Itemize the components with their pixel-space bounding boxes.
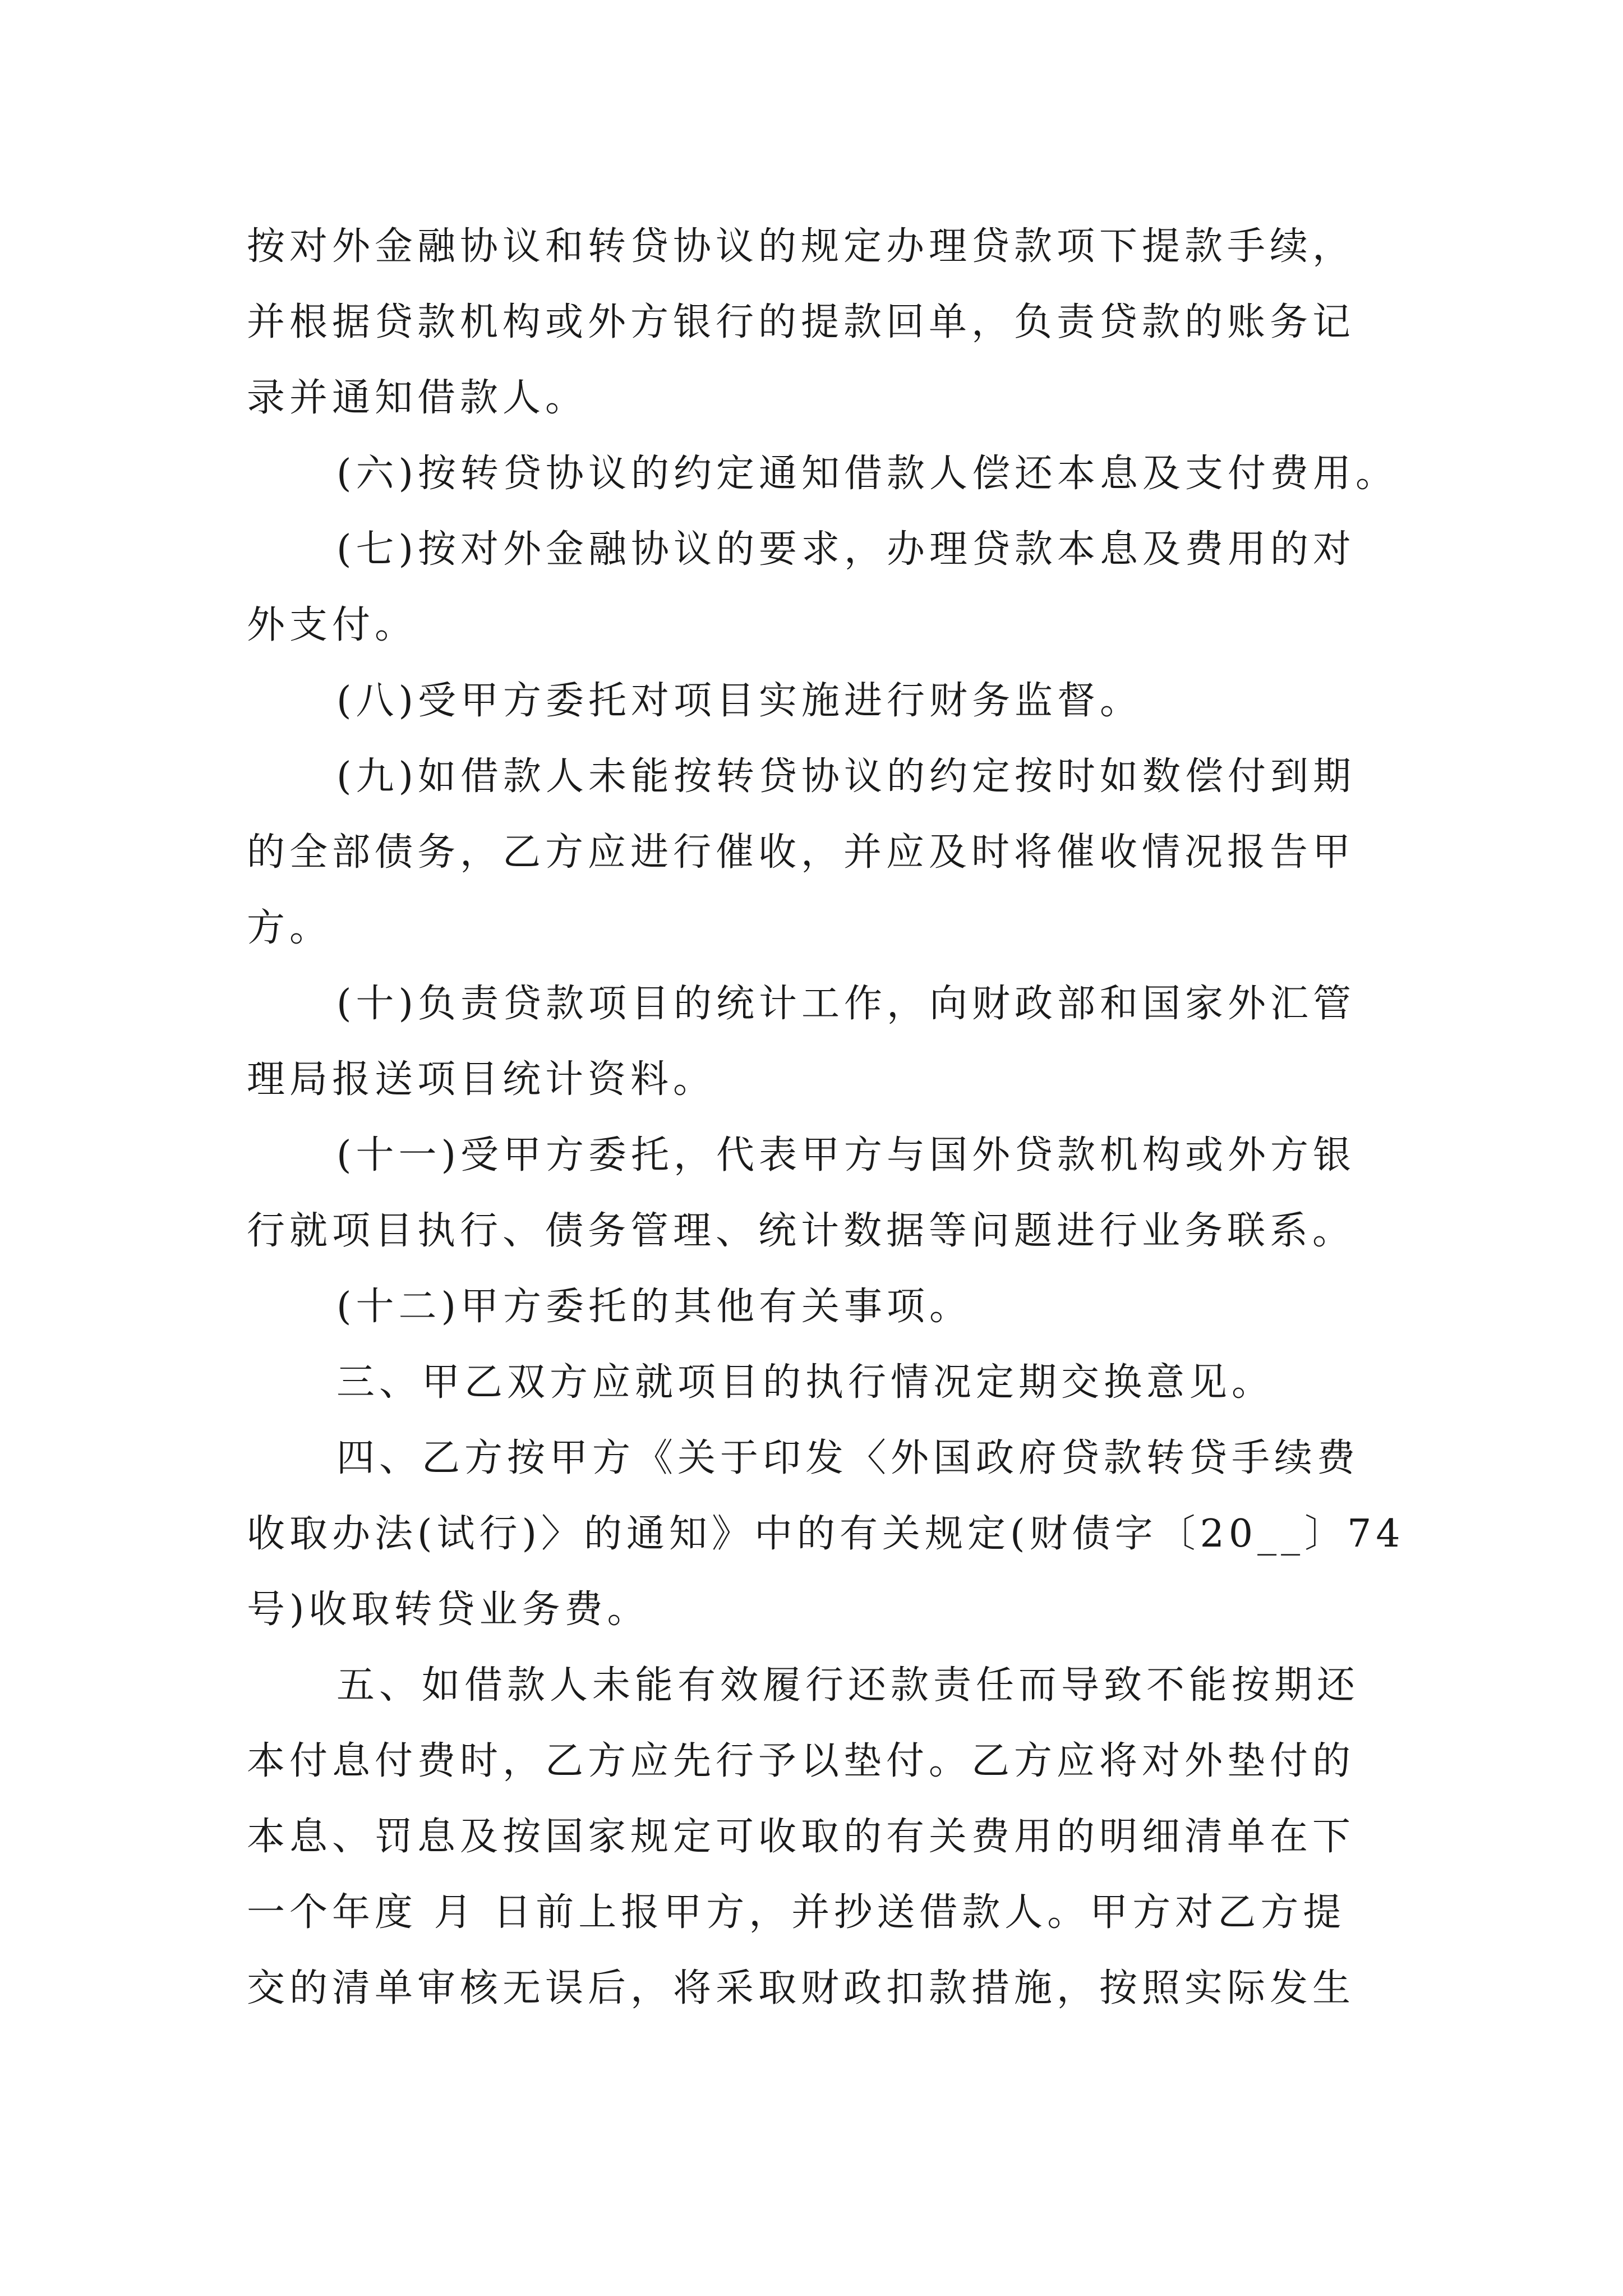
text-line: 录并通知借款人。 (247, 376, 588, 420)
paragraph-section-4: 四、乙方按甲方《关于印发〈外国政府贷款转贷手续费 (336, 1436, 1360, 1480)
text-line: 方。 (247, 906, 333, 950)
text-line: 的全部债务，乙方应进行催收，并应及时将催收情况报告甲 (247, 830, 1355, 875)
text-line: 行就项目执行、债务管理、统计数据等问题进行业务联系。 (247, 1209, 1355, 1253)
text-line: 交的清单审核无误后，将采取财政扣款措施，按照实际发生 (247, 1966, 1355, 2010)
paragraph-item-10: (十)负责贷款项目的统计工作，向财政部和国家外汇管 (336, 982, 1356, 1026)
text-line: 号)收取转贷业务费。 (247, 1588, 650, 1632)
text-line: 外支付。 (247, 603, 418, 647)
paragraph-item-6: (六)按转贷协议的约定通知借款人偿还本息及支付费用。 (336, 452, 1399, 496)
text-line: 收取办法(试行)〉的通知》中的有关规定(财债字〔20__〕74 (247, 1512, 1405, 1556)
paragraph-section-5: 五、如借款人未能有效履行还款责任而导致不能按期还 (336, 1663, 1360, 1708)
text-line: 理局报送项目统计资料。 (247, 1057, 716, 1102)
text-line: 按对外金融协议和转贷协议的规定办理贷款项下提款手续， (247, 224, 1355, 269)
paragraph-item-12: (十二)甲方委托的其他有关事项。 (336, 1285, 972, 1329)
paragraph-item-11: (十一)受甲方委托，代表甲方与国外贷款机构或外方银 (336, 1133, 1356, 1177)
text-line: 本付息付费时，乙方应先行予以垫付。乙方应将对外垫付的 (247, 1739, 1355, 1783)
paragraph-section-3: 三、甲乙双方应就项目的执行情况定期交换意见。 (336, 1360, 1275, 1405)
paragraph-item-8: (八)受甲方委托对项目实施进行财务监督。 (336, 679, 1143, 723)
text-line: 并根据贷款机构或外方银行的提款回单，负责贷款的账务记 (247, 300, 1355, 344)
paragraph-item-9: (九)如借款人未能按转贷协议的约定按时如数偿付到期 (336, 754, 1356, 799)
paragraph-item-7: (七)按对外金融协议的要求，办理贷款本息及费用的对 (336, 527, 1356, 572)
text-line: 一个年度 月 日前上报甲方，并抄送借款人。甲方对乙方提 (247, 1890, 1346, 1935)
text-line: 本息、罚息及按国家规定可收取的有关费用的明细清单在下 (247, 1815, 1355, 1859)
